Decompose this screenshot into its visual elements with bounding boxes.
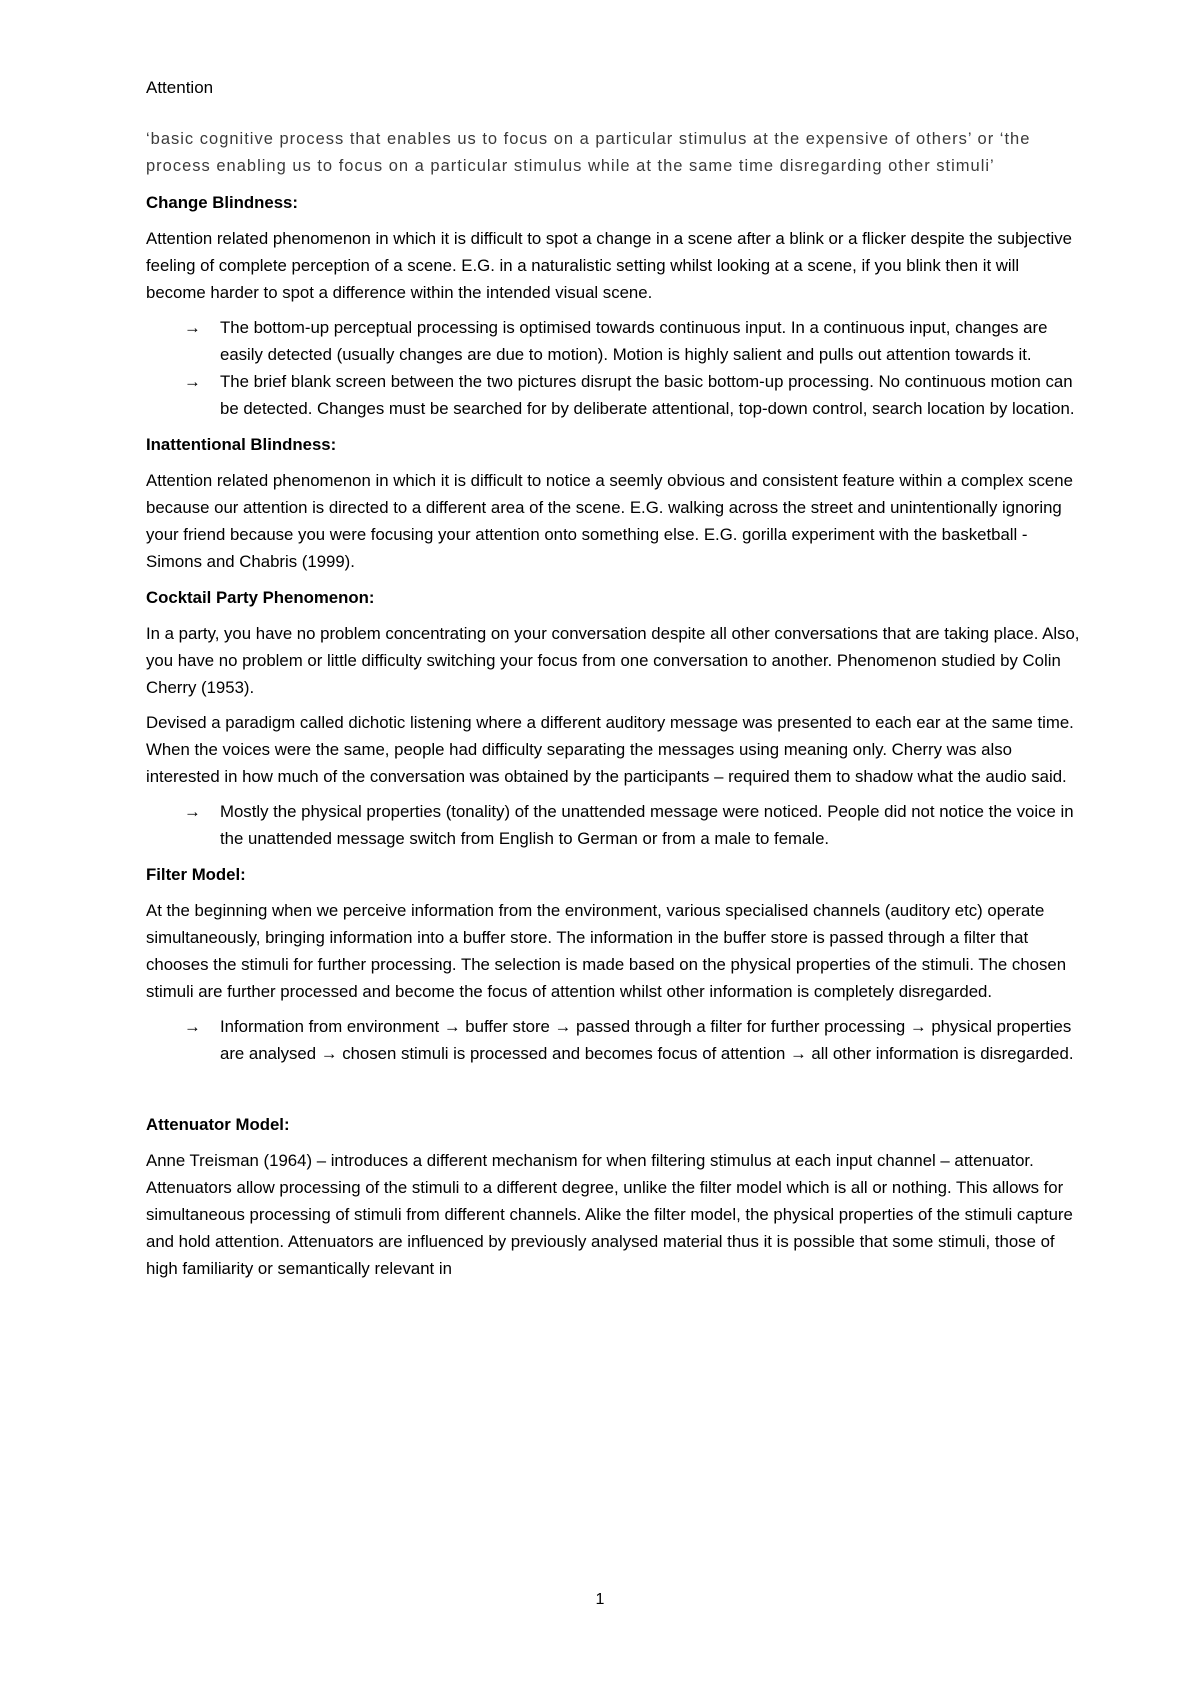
arrow-icon: → <box>184 1017 201 1036</box>
list-item <box>146 1013 1080 1067</box>
paragraph-cocktail-party-2: Devised a paradigm called dichotic listening where a different auditory message was presented to each ear at the same time. When the voices were the same, people had difficulty separating the messages using meaning only. Cherry was also interested in how much of the conversation was obtained by the participants – required them to shadow what the audio said. <box>146 713 1074 786</box>
paragraph-filter-model: At the beginning when we perceive information from the environment, various specialised channels (auditory etc) operate simultaneously, bringing information into a buffer store. The information in the buffer store is passed through a filter that chooses the stimuli for further processing. The selection is made based on the physical properties of the stimuli. The chosen stimuli are further processed and become the focus of attention whilst other information is completely disregarded. <box>146 901 1067 1001</box>
list-item <box>146 368 1080 422</box>
list-item <box>146 314 1080 368</box>
heading-cocktail-party: Cocktail Party Phenomenon: <box>146 588 375 607</box>
heading-change-blindness: Change Blindness: <box>146 193 298 212</box>
definition-quote: ‘basic cognitive process that enables us to focus on a particular stimulus at the expensive of others’ or ‘the process enabling us to focus on a particular stimulus while at the same time disregarding other stimuli’ <box>146 130 1031 175</box>
list-item-text: Mostly the physical properties (tonality) of the unattended message were noticed. People did not notice the voice in the unattended message switch from English to German or from a male to female. <box>220 802 1074 848</box>
list-item-text: Information from environment → buffer store → passed through a filter for further processing → physical properties are analysed → chosen stimuli is processed and becomes focus of attention → all other information is disregarded. <box>220 1017 1074 1063</box>
arrow-icon: → <box>184 372 201 391</box>
paragraph-cocktail-party-1: In a party, you have no problem concentrating on your conversation despite all other conversations that are taking place. Also, you have no problem or little difficulty switching your focus from one conversation to another. Phenomenon studied by Colin Cherry (1953). <box>146 624 1080 697</box>
paragraph-inattentional-blindness: Attention related phenomenon in which it is difficult to notice a seemly obvious and consistent feature within a complex scene because our attention is directed to a different area of the scene. E.G. walking across the street and unintentionally ignoring your friend because you were focusing your attention onto something else. E.G. gorilla experiment with the basketball - Simons and Chabris (1999). <box>146 471 1073 571</box>
arrow-icon: → <box>184 318 201 337</box>
list-item <box>146 798 1080 852</box>
heading-inattentional-blindness: Inattentional Blindness: <box>146 435 337 454</box>
bullet-list-change-blindness <box>146 314 1080 422</box>
heading-attenuator-model: Attenuator Model: <box>146 1115 290 1134</box>
arrow-icon: → <box>184 802 201 821</box>
paragraph-change-blindness: Attention related phenomenon in which it is difficult to spot a change in a scene after a blink or a flicker despite the subjective feeling of complete perception of a scene. E.G. in a naturalistic setting whilst looking at a scene, if you blink then it will become harder to spot a difference within the intended visual scene. <box>146 229 1073 302</box>
list-item-text: The bottom-up perceptual processing is optimised towards continuous input. In a continuous input, changes are easily detected (usually changes are due to motion). Motion is highly salient and pulls out attention towards it. <box>220 318 1048 364</box>
heading-filter-model: Filter Model: <box>146 865 246 884</box>
list-item-text: The brief blank screen between the two pictures disrupt the basic bottom-up processing. No continuous motion can be detected. Changes must be searched for by deliberate attentional, top-down control, search location by location. <box>220 372 1075 418</box>
document-title: Attention <box>146 78 214 97</box>
bullet-list-cocktail-party <box>146 798 1080 852</box>
paragraph-attenuator-model: Anne Treisman (1964) – introduces a different mechanism for when filtering stimulus at each input channel – attenuator. Attenuators allow processing of the stimuli to a different degree, unlike the filter model which is all or nothing. This allows for simultaneous processing of stimuli from different channels. Alike the filter model, the physical properties of the stimuli capture and hold attention. Attenuators are influenced by previously analysed material thus it is possible that some stimuli, those of high familiarity or semantically relevant in <box>146 1151 1073 1278</box>
bullet-list-filter-model <box>146 1013 1080 1067</box>
page-number: 1 <box>595 1591 605 1608</box>
